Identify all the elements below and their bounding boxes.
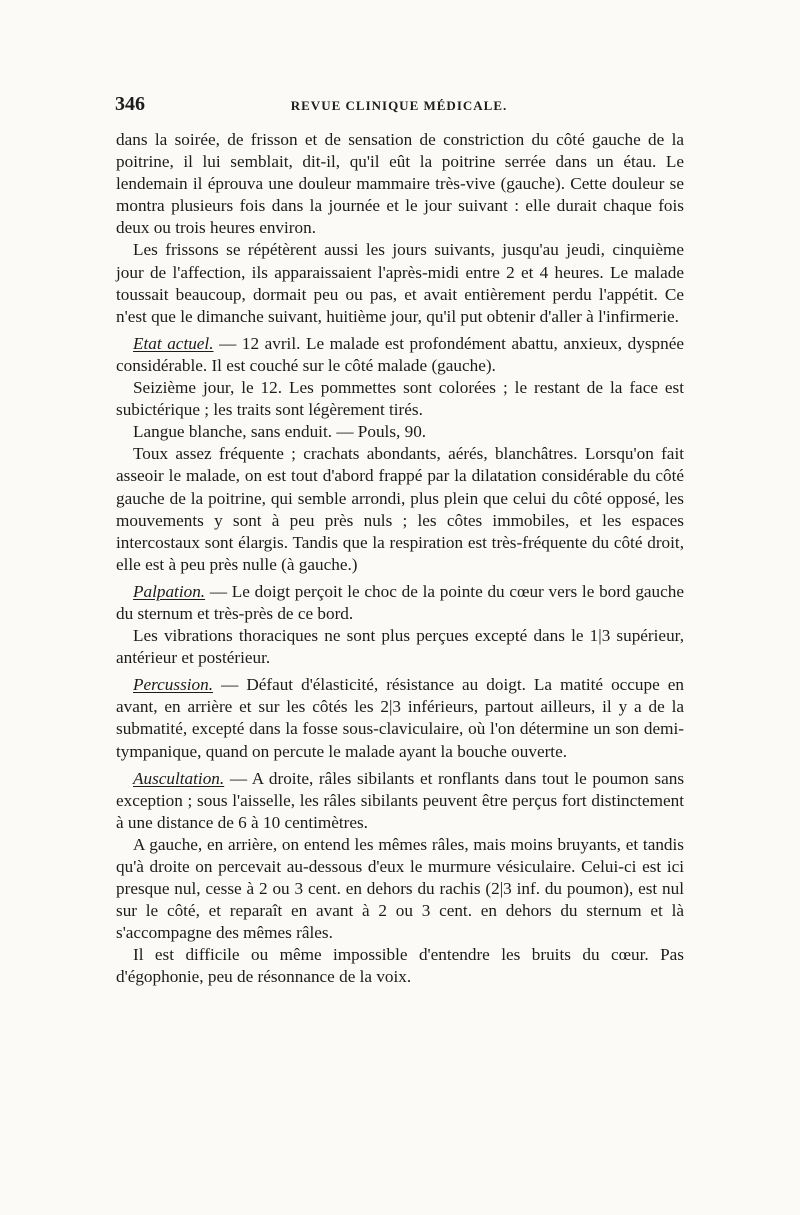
section-label: Percussion.	[133, 675, 214, 695]
paragraph	[116, 333, 684, 377]
paragraph: Les frissons se répétèrent aussi les jours suivants, jusqu'au jeudi, cinquième jour de l'affection, ils apparaissaient l'après-midi entre 2 et 4 heures. Le malade toussait beaucoup, dormait peu ou pas, et avait entièrement perdu l'appétit. Ce n'est que le dimanche suivant, huitième jour, qu'il put obtenir d'aller à l'infirmerie.	[116, 240, 684, 326]
paragraph: Seizième jour, le 12. Les pommettes sont colorées ; le restant de la face est subictérique ; les traits sont légèrement tirés.	[116, 378, 684, 420]
section-label: Auscultation.	[133, 768, 225, 788]
paragraph-text: — Défaut d'élasticité, résistance au doigt. La matité occupe en avant, en arrière et sur les côtés les 2|3 inférieurs, partout ailleurs, il y a de la submatité, excepté dans la fosse sous-claviculaire, où l'on détermine un son demi-tympanique, quand on percute le malade ayant la bouche ouverte.	[116, 675, 684, 761]
paragraph: Toux assez fréquente ; crachats abondants, aérés, blanchâtres. Lorsqu'on fait asseoir le malade, on est tout d'abord frappé par la dilatation considérable du côté gauche de la poitrine, qui semble arrondi, plus plein que celui du côté opposé, les mouvements y sont à peu près nuls ; les côtes immobiles, et les espaces intercostaux sont élargis. Tandis que la respiration est très-fréquente du côté droit, elle est à peu près nulle (à gauche.)	[116, 444, 684, 574]
paragraph: A gauche, en arrière, on entend les mêmes râles, mais moins bruyants, et tandis qu'à droite on percevait au-dessous d'eux le murmure vésiculaire. Celui-ci est ici presque nul, cesse à 2 ou 3 cent. en dehors du rachis (2|3 inf. du poumon), est nul sur le côté, et reparaît en avant à 2 ou 3 cent. en dehors du sternum et là s'accompagne des mêmes râles.	[116, 834, 684, 943]
paragraph: Il est difficile ou même impossible d'entendre les bruits du cœur. Pas d'égophonie, peu de résonnance de la voix.	[116, 945, 684, 987]
paragraph-text: — Le doigt perçoit le choc de la pointe du cœur vers le bord gauche du sternum et très-près de ce bord.	[116, 581, 685, 623]
paragraph: dans la soirée, de frisson et de sensation de constriction du côté gauche de la poitrine, il lui semblait, dit-il, qu'il eût la poitrine serrée dans un étau. Le lendemain il éprouva une douleur mammaire très-vive (gauche). Cette douleur se montra plusieurs fois dans la journée et le jour suivant : elle durait chaque fois deux ou trois heures environ.	[116, 130, 684, 238]
paragraph	[116, 581, 684, 625]
paragraph: Les vibrations thoraciques ne sont plus perçues excepté dans le 1|3 supérieur, antérieur et postérieur.	[116, 626, 684, 668]
body-text	[116, 129, 684, 989]
running-head: REVUE CLINIQUE MÉDICALE.	[290, 98, 508, 113]
page-number: 346	[115, 93, 145, 115]
paragraph	[116, 768, 684, 834]
page-header	[115, 93, 683, 117]
paragraph-text: — A droite, râles sibilants et ronflants dans tout le poumon sans exception ; sous l'aisselle, les râles sibilants peuvent être perçus fort distinctement à une distance de 6 à 10 centimètres.	[116, 768, 685, 832]
section-label: Palpation.	[133, 581, 206, 601]
paragraph	[116, 674, 684, 762]
paragraph: Langue blanche, sans enduit. — Pouls, 90.	[133, 422, 427, 442]
paragraph-text: — 12 avril. Le malade est profondément abattu, anxieux, dyspnée considérable. Il est couché sur le côté malade (gauche).	[116, 333, 684, 375]
section-label: Etat actuel.	[133, 333, 214, 353]
